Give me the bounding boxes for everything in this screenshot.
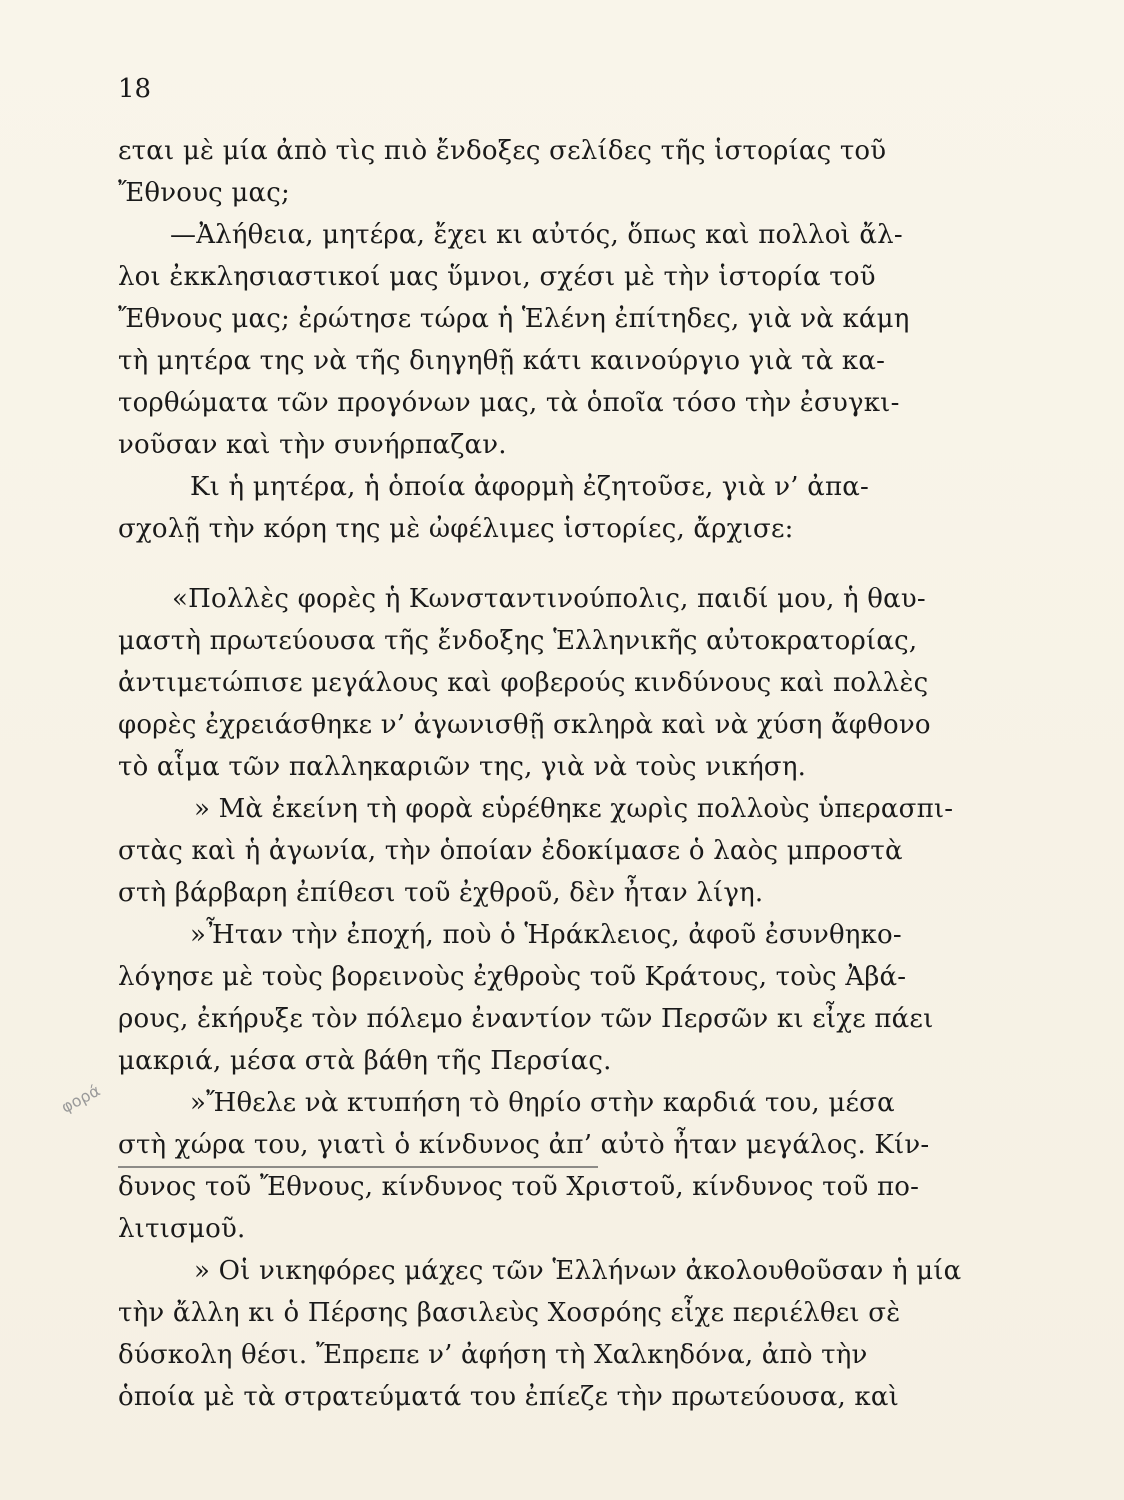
text-line: » Μὰ ἐκείνη τὴ φορὰ εὑρέθηκε χωρὶς πολλοὺς ὑπερασπι-: [194, 794, 954, 824]
text-line: Κι ἡ μητέρα, ἡ ὁποία ἀφορμὴ ἐζητοῦσε, γιὰ ν’ ἀπα-: [190, 472, 870, 502]
text-line: μαστὴ πρωτεύουσα τῆς ἔνδοξης Ἑλληνικῆς αὐτοκρατορίας,: [118, 626, 918, 656]
text-line: »Ἤθελε νὰ κτυπήση τὸ θηρίο στὴν καρδιά του, μέσα: [190, 1088, 895, 1118]
text-line: ὁποία μὲ τὰ στρατεύματά του ἐπίεζε τὴν πρωτεύουσα, καὶ: [118, 1382, 900, 1412]
text-line: Ἔθνους μας; ἐρώτησε τώρα ἡ Ἑλένη ἐπίτηδες, γιὰ νὰ κάμη: [118, 304, 910, 334]
text-line: ρους, ἐκήρυξε τὸν πόλεμο ἐναντίον τῶν Περσῶν κι εἶχε πάει: [118, 1004, 934, 1034]
text-line: στὴ βάρβαρη ἐπίθεσι τοῦ ἐχθροῦ, δὲν ἦταν λίγη.: [118, 878, 764, 908]
text-line: λοι ἐκκλησιαστικοί μας ὕμνοι, σχέσι μὲ τὴν ἱστορία τοῦ: [118, 262, 876, 292]
pencil-strikethrough: [118, 1166, 598, 1168]
text-line: σχολῇ τὴν κόρη της μὲ ὠφέλιμες ἱστορίες, ἄρχισε:: [118, 514, 794, 544]
text-line: «Πολλὲς φορὲς ἡ Κωνσταντινούπολις, παιδί μου, ἡ θαυ-: [172, 584, 926, 614]
text-line: »Ἦταν τὴν ἐποχή, ποὺ ὁ Ἡράκλειος, ἀφοῦ ἐσυνθηκο-: [190, 920, 902, 950]
text-line: φορὲς ἐχρειάσθηκε ν’ ἀγωνισθῇ σκληρὰ καὶ νὰ χύση ἄφθονο: [118, 710, 931, 740]
text-line: » Οἱ νικηφόρες μάχες τῶν Ἑλλήνων ἀκολουθοῦσαν ἡ μία: [194, 1256, 962, 1286]
text-line: τορθώματα τῶν προγόνων μας, τὰ ὁποῖα τόσο τὴν ἐσυγκι-: [118, 388, 900, 418]
text-line: μακριά, μέσα στὰ βάθη τῆς Περσίας.: [118, 1046, 612, 1076]
text-line: —Ἀλήθεια, μητέρα, ἔχει κι αὐτός, ὅπως καὶ πολλοὶ ἄλ-: [170, 220, 903, 250]
text-line: ἀντιμετώπισε μεγάλους καὶ φοβερούς κινδύνους καὶ πολλὲς: [118, 668, 929, 698]
text-line: λιτισμοῦ.: [118, 1214, 246, 1244]
text-line: στὰς καὶ ἡ ἀγωνία, τὴν ὁποίαν ἐδοκίμασε ὁ λαὸς μπροστὰ: [118, 836, 903, 866]
text-line: τὴ μητέρα της νὰ τῆς διηγηθῇ κάτι καινούργιο γιὰ τὰ κα-: [118, 346, 886, 376]
page-number: 18: [118, 74, 152, 104]
text-line: λόγησε μὲ τοὺς βορεινοὺς ἐχθροὺς τοῦ Κράτους, τοὺς Ἀβά-: [118, 962, 907, 992]
text-line: Ἔθνους μας;: [118, 178, 290, 208]
text-line: εται μὲ μία ἀπὸ τὶς πιὸ ἔνδοξες σελίδες τῆς ἱστορίας τοῦ: [118, 136, 887, 166]
text-line: δύσκολη θέσι. Ἔπρεπε ν’ ἀφήση τὴ Χαλκηδόνα, ἀπὸ τὴν: [118, 1340, 868, 1370]
text-line: νοῦσαν καὶ τὴν συνήρπαζαν.: [118, 430, 507, 460]
text-line: δυνος τοῦ Ἔθνους, κίνδυνος τοῦ Χριστοῦ, κίνδυνος τοῦ πο-: [118, 1172, 920, 1202]
margin-note: φορά: [58, 1080, 104, 1117]
text-line: τὸ αἷμα τῶν παλληκαριῶν της, γιὰ νὰ τοὺς νικήση.: [118, 752, 807, 782]
text-line: τὴν ἄλλη κι ὁ Πέρσης βασιλεὺς Χοσρόης εἶχε περιέλθει σὲ: [118, 1298, 901, 1328]
text-line: στὴ χώρα του, γιατὶ ὁ κίνδυνος ἀπ’ αὐτὸ ἦταν μεγάλος. Κίν-: [118, 1130, 930, 1160]
